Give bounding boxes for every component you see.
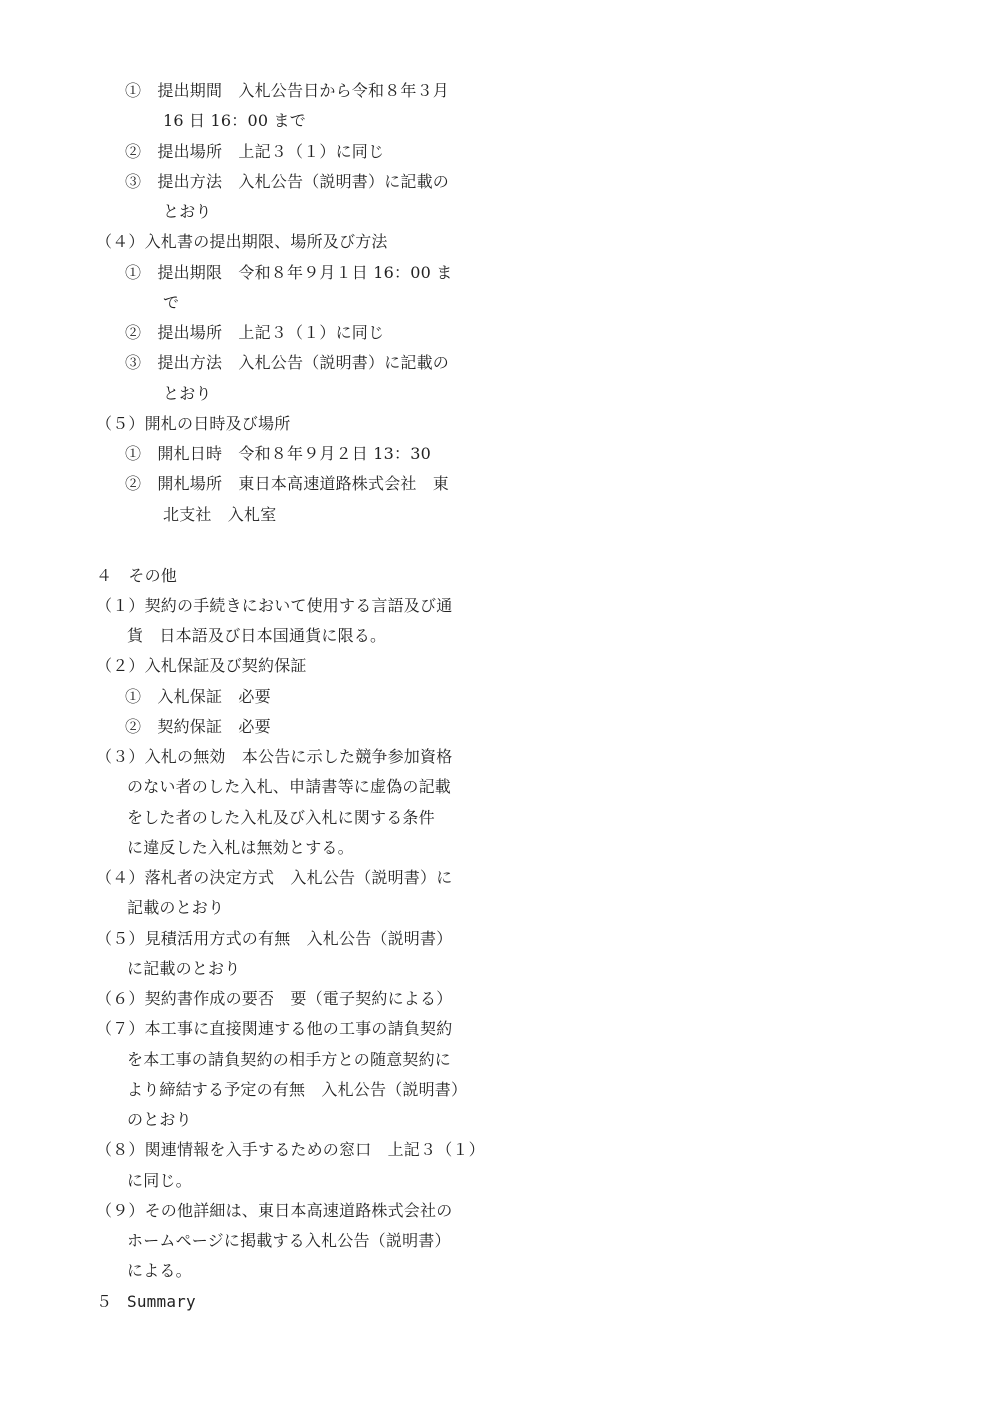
summary-label: Summary <box>127 1292 196 1311</box>
text-line: のない者のした入札、申請書等に虚偽の記載 <box>127 777 452 796</box>
text-line: とおり <box>163 202 212 221</box>
text-line: ③ 提出方法 入札公告（説明書）に記載の <box>125 172 450 191</box>
text-line: による。 <box>127 1261 192 1280</box>
text-line: （８）関連情報を入手するための窓口 上記３（１） <box>96 1140 485 1159</box>
text-line: をした者のした入札及び入札に関する条件 <box>127 808 435 827</box>
text-line: に違反した入札は無効とする。 <box>127 838 354 857</box>
text-line: ③ 提出方法 入札公告（説明書）に記載の <box>125 353 450 372</box>
text-line: ① 入札保証 必要 <box>125 687 271 706</box>
summary-number: ５ <box>96 1292 113 1311</box>
text-line: で <box>163 293 180 312</box>
text-line: 16 日 16：00 まで <box>163 111 306 130</box>
text-line: ① 提出期限 令和８年９月１日 16：00 ま <box>125 263 453 282</box>
text-line: （３）入札の無効 本公告に示した競争参加資格 <box>96 747 453 766</box>
text-line: ② 開札場所 東日本高速道路株式会社 東 <box>125 474 450 493</box>
text-line: （５）開札の日時及び場所 <box>96 414 291 433</box>
text-line: （１）契約の手続きにおいて使用する言語及び通 <box>96 596 453 615</box>
text-line: 北支社 入札室 <box>163 505 277 524</box>
text-line: に同じ。 <box>127 1171 192 1190</box>
text-line: （４）入札書の提出期限、場所及び方法 <box>96 232 388 251</box>
text-line: のとおり <box>127 1110 192 1129</box>
text-line: （５）見積活用方式の有無 入札公告（説明書） <box>96 929 453 948</box>
text-line: ① 提出期間 入札公告日から令和８年３月 <box>125 81 450 100</box>
text-line: とおり <box>163 384 212 403</box>
text-line: ② 提出場所 上記３（１）に同じ <box>125 142 385 161</box>
section-heading: ４ その他 <box>96 566 178 585</box>
text-line: （６）契約書作成の要否 要（電子契約による） <box>96 989 453 1008</box>
text-line: を本工事の請負契約の相手方との随意契約に <box>127 1050 452 1069</box>
text-line: に記載のとおり <box>127 959 241 978</box>
text-line: 貨 日本語及び日本国通貨に限る。 <box>127 626 387 645</box>
text-line: ① 開札日時 令和８年９月２日 13：30 <box>125 444 432 463</box>
text-line: （４）落札者の決定方式 入札公告（説明書）に <box>96 868 453 887</box>
text-line: ホームページに掲載する入札公告（説明書） <box>127 1231 451 1250</box>
text-line: ② 契約保証 必要 <box>125 717 271 736</box>
text-line: （９）その他詳細は、東日本高速道路株式会社の <box>96 1201 453 1220</box>
text-line: 記載のとおり <box>127 898 225 917</box>
text-line: ② 提出場所 上記３（１）に同じ <box>125 323 385 342</box>
text-line: より締結する予定の有無 入札公告（説明書） <box>127 1080 468 1099</box>
text-line: （２）入札保証及び契約保証 <box>96 656 307 675</box>
text-line: （７）本工事に直接関連する他の工事の請負契約 <box>96 1019 453 1038</box>
